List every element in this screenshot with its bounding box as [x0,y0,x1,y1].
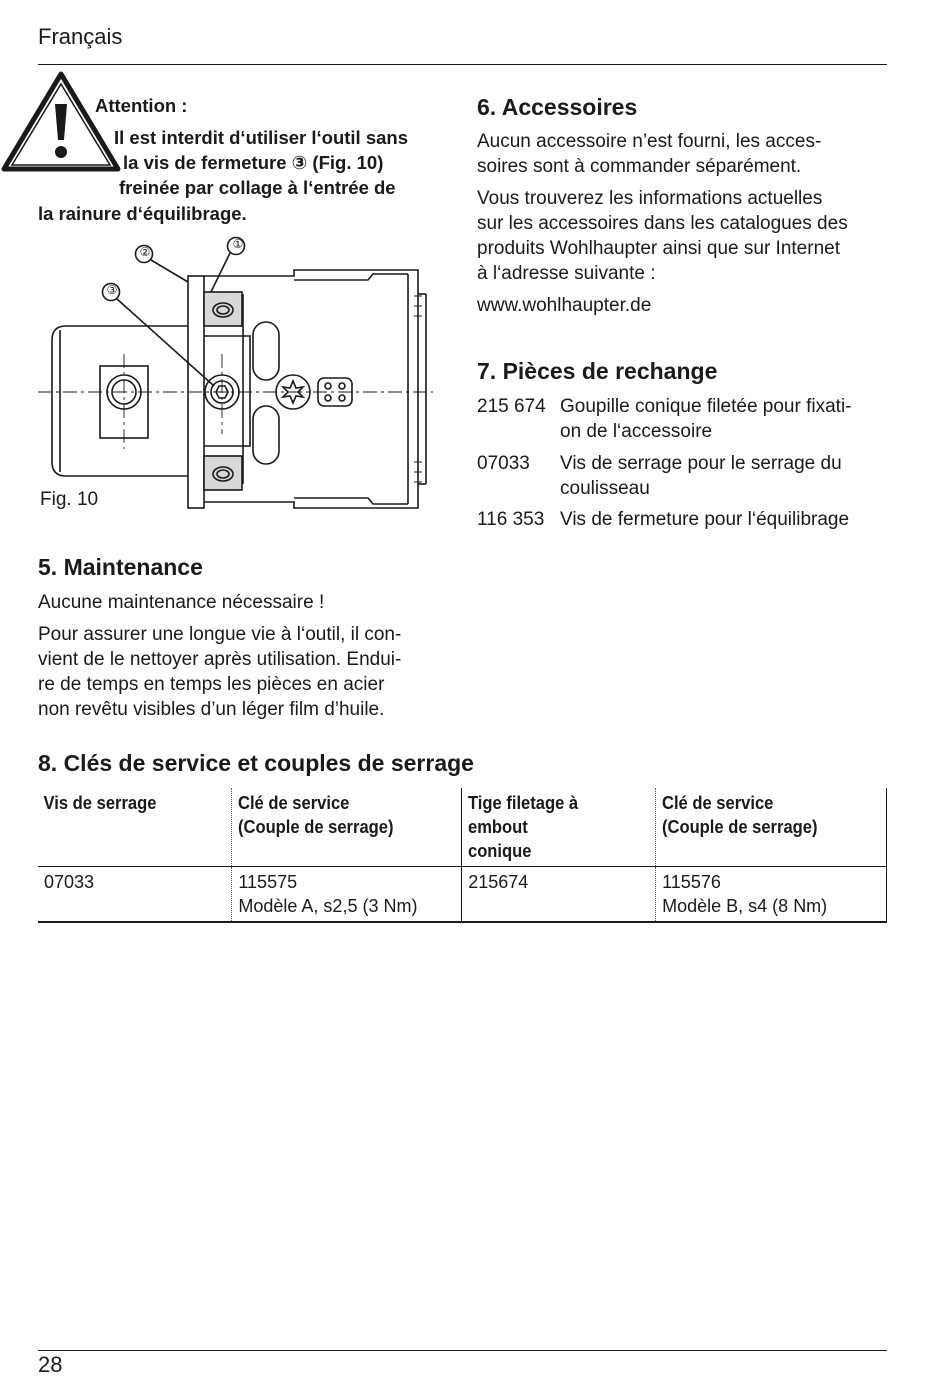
text-line: Aucune maintenance nécessaire ! [38,592,325,613]
header-line: conique [467,841,532,861]
table-row [38,867,887,923]
part-number: 07033 [477,453,530,474]
text-line: produits Wohlhaupter ainsi que sur Internet [477,238,840,259]
header-cell [232,788,443,867]
text-line: Aucun accessoire n’est fourni, les acces- [477,131,822,152]
warning-line: la vis de fermeture ③ (Fig. 10) [123,152,384,173]
table-cell [232,867,462,923]
part-description [560,394,852,444]
callout-number-3: ③ [106,283,118,297]
text-line: Vis de serrage pour le serrage du [560,453,842,474]
header-cell [656,788,868,867]
cell-line: Modèle A, s2,5 (3 Nm) [238,896,418,916]
callout-number-2: ② [139,245,151,259]
text-line: vient de le nettoyer après utilisation. Endui- [38,649,402,670]
service-keys-title: 8. Clés de service et couples de serrage [38,750,474,776]
text-line: Vis de fermeture pour l‘équilibrage [560,509,850,530]
warning-line: freinée par collage à l‘entrée de [119,177,396,198]
text-line: non revêtu visibles d’un léger film d’huile. [38,699,385,720]
table-cell [656,867,887,923]
text-line: on de l‘accessoire [560,421,713,442]
part-number: 116 353 [477,509,545,530]
accessories-body [477,129,897,325]
text-line: Vous trouverez les informations actuelles [477,188,823,209]
text-line: à l‘adresse suivante : [477,263,656,284]
callout-number-1: ① [232,237,244,251]
text-line: coulisseau [560,478,650,499]
part-number: 215 674 [477,396,546,417]
cell-line: 115576 [662,872,721,892]
spare-parts-title: 7. Pièces de rechange [477,358,718,384]
header-line: Tige filetage à embout [467,793,578,837]
language-label: Français [38,24,123,49]
text-line: soires sont à commander séparément. [477,156,802,177]
warning-line: Il est interdit d‘utiliser l‘outil sans [114,127,408,148]
cell-line: 215674 [468,872,529,892]
header-cell [38,788,216,867]
part-description [560,451,842,501]
header-line: Clé de service [661,793,773,813]
cell-line: Modèle B, s4 (8 Nm) [662,896,828,916]
warning-line: la rainure d‘équilibrage. [38,203,247,224]
table-cell [38,867,232,923]
text-line: Goupille conique filetée pour fixati- [560,396,852,417]
accessories-title: 6. Accessoires [477,94,638,120]
header-rule [38,64,887,65]
header-line: (Couple de serrage) [237,817,394,837]
service-keys-table [38,788,887,923]
part-description [560,507,849,532]
cell-line: 115575 [238,872,298,892]
figure-label: Fig. 10 [40,489,99,510]
header-line: Vis de serrage [43,793,157,813]
maintenance-title: 5. Maintenance [38,554,203,580]
text-line: re de temps en temps les pièces en acier [38,674,385,695]
figure-10-drawing [38,234,438,524]
warning-title: Attention : [95,95,188,116]
website-link[interactable]: www.wohlhaupter.de [477,295,652,316]
maintenance-body [38,590,458,729]
table-cell [462,867,656,923]
cell-line: 07033 [44,872,95,892]
table-header-row [38,788,887,867]
header-line: (Couple de serrage) [661,817,818,837]
text-line: Pour assurer une longue vie à l‘outil, il con- [38,624,402,645]
text-line: sur les accessoires dans les catalogues des [477,213,848,234]
page-number: 28 [38,1352,63,1377]
footer-rule [38,1350,887,1351]
header-line: Clé de service [237,793,350,813]
warning-triangle-icon [0,70,122,179]
header-cell [462,788,640,867]
